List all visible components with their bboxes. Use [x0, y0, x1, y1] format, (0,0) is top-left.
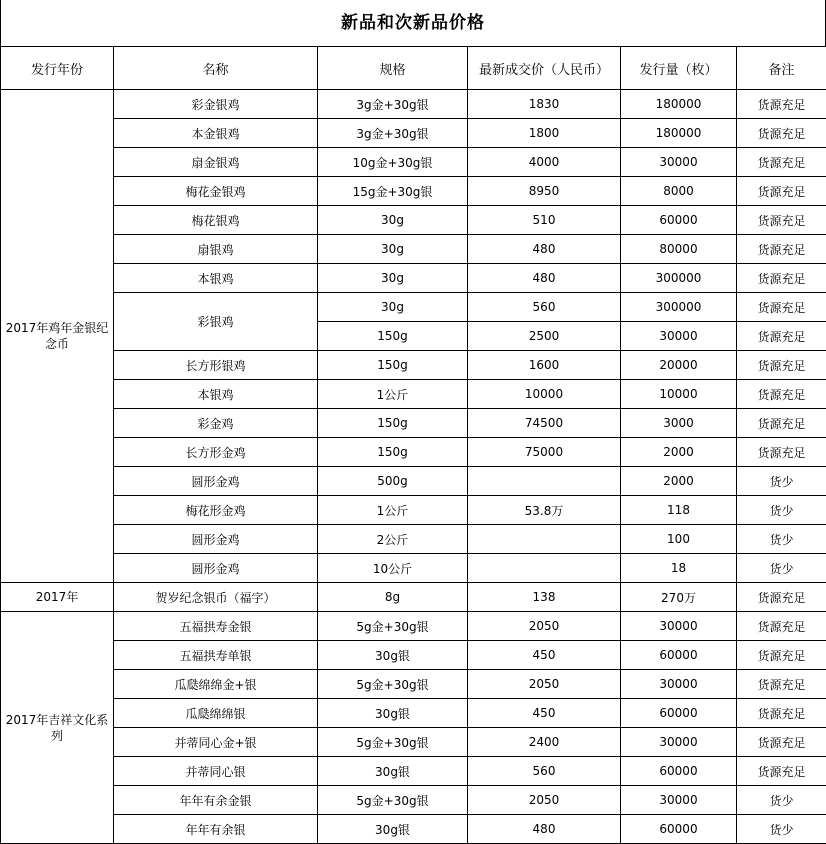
name-cell: 扇银鸡 [114, 235, 318, 264]
quantity-cell: 80000 [621, 235, 737, 264]
header-name: 名称 [114, 47, 318, 90]
table-row [1, 177, 826, 206]
table-row [1, 467, 826, 496]
price-cell: 1600 [468, 351, 621, 380]
spec-cell: 8g [318, 583, 468, 612]
table-row [1, 293, 826, 322]
price-cell: 10000 [468, 380, 621, 409]
name-cell: 年年有余银 [114, 815, 318, 844]
table-row [1, 612, 826, 641]
quantity-cell: 270万 [621, 583, 737, 612]
name-cell: 扇金银鸡 [114, 148, 318, 177]
quantity-cell: 300000 [621, 293, 737, 322]
table-row [1, 699, 826, 728]
spec-cell: 3g金+30g银 [318, 119, 468, 148]
price-cell [468, 467, 621, 496]
table-row [1, 554, 826, 583]
spec-cell: 1公斤 [318, 496, 468, 525]
price-cell: 2400 [468, 728, 621, 757]
quantity-cell: 300000 [621, 264, 737, 293]
table-row [1, 583, 826, 612]
price-cell: 4000 [468, 148, 621, 177]
table-row [1, 119, 826, 148]
spec-cell: 30g [318, 293, 468, 322]
spec-cell: 150g [318, 409, 468, 438]
spec-cell: 15g金+30g银 [318, 177, 468, 206]
spec-cell: 5g金+30g银 [318, 670, 468, 699]
spec-cell: 30g [318, 235, 468, 264]
price-cell: 480 [468, 235, 621, 264]
issue-year-cell: 2017年 [1, 583, 114, 612]
header-note: 备注 [737, 47, 826, 90]
table-row [1, 380, 826, 409]
header-row [1, 47, 826, 90]
spec-cell: 2公斤 [318, 525, 468, 554]
quantity-cell: 60000 [621, 757, 737, 786]
quantity-cell: 30000 [621, 612, 737, 641]
spec-cell: 30g [318, 264, 468, 293]
name-cell: 圆形金鸡 [114, 467, 318, 496]
name-cell: 梅花银鸡 [114, 206, 318, 235]
quantity-cell: 30000 [621, 322, 737, 351]
name-cell: 彩银鸡 [114, 293, 318, 351]
spec-cell: 30g银 [318, 699, 468, 728]
note-cell: 货少 [737, 525, 826, 554]
table-row [1, 90, 826, 119]
note-cell: 货源充足 [737, 119, 826, 148]
note-cell: 货源充足 [737, 148, 826, 177]
header-spec: 规格 [318, 47, 468, 90]
note-cell: 货源充足 [737, 612, 826, 641]
quantity-cell: 2000 [621, 467, 737, 496]
price-cell: 450 [468, 699, 621, 728]
note-cell: 货少 [737, 554, 826, 583]
table-row [1, 235, 826, 264]
name-cell: 五福拱寿单银 [114, 641, 318, 670]
note-cell: 货源充足 [737, 264, 826, 293]
price-cell: 510 [468, 206, 621, 235]
spec-cell: 10g金+30g银 [318, 148, 468, 177]
name-cell: 并蒂同心银 [114, 757, 318, 786]
spec-cell: 30g银 [318, 757, 468, 786]
note-cell: 货源充足 [737, 409, 826, 438]
spec-cell: 150g [318, 322, 468, 351]
name-cell: 圆形金鸡 [114, 525, 318, 554]
price-cell: 138 [468, 583, 621, 612]
spec-cell: 30g银 [318, 815, 468, 844]
table-row [1, 815, 826, 844]
quantity-cell: 2000 [621, 438, 737, 467]
name-cell: 圆形金鸡 [114, 554, 318, 583]
spec-cell: 1公斤 [318, 380, 468, 409]
name-cell: 梅花金银鸡 [114, 177, 318, 206]
price-cell: 8950 [468, 177, 621, 206]
note-cell: 货少 [737, 467, 826, 496]
quantity-cell: 100 [621, 525, 737, 554]
table-row [1, 206, 826, 235]
table-row [1, 409, 826, 438]
name-cell: 长方形银鸡 [114, 351, 318, 380]
price-cell: 2050 [468, 670, 621, 699]
spec-cell: 5g金+30g银 [318, 612, 468, 641]
table-row [1, 496, 826, 525]
header-price: 最新成交价（人民币） [468, 47, 621, 90]
quantity-cell: 60000 [621, 206, 737, 235]
note-cell: 货源充足 [737, 699, 826, 728]
note-cell: 货源充足 [737, 293, 826, 322]
note-cell: 货源充足 [737, 322, 826, 351]
quantity-cell: 180000 [621, 90, 737, 119]
quantity-cell: 30000 [621, 728, 737, 757]
name-cell: 瓜瓞绵绵银 [114, 699, 318, 728]
price-cell: 74500 [468, 409, 621, 438]
note-cell: 货源充足 [737, 235, 826, 264]
quantity-cell: 10000 [621, 380, 737, 409]
spec-cell: 5g金+30g银 [318, 786, 468, 815]
header-year: 发行年份 [1, 47, 114, 90]
price-cell: 2050 [468, 786, 621, 815]
price-cell: 450 [468, 641, 621, 670]
header-quantity: 发行量（枚） [621, 47, 737, 90]
spec-cell: 10公斤 [318, 554, 468, 583]
price-cell: 480 [468, 815, 621, 844]
quantity-cell: 180000 [621, 119, 737, 148]
note-cell: 货源充足 [737, 728, 826, 757]
note-cell: 货源充足 [737, 757, 826, 786]
note-cell: 货源充足 [737, 670, 826, 699]
name-cell: 本银鸡 [114, 380, 318, 409]
price-cell: 1800 [468, 119, 621, 148]
price-cell: 2500 [468, 322, 621, 351]
name-cell: 彩金银鸡 [114, 90, 318, 119]
table-row [1, 641, 826, 670]
name-cell: 贺岁纪念银币（福字） [114, 583, 318, 612]
table-row [1, 786, 826, 815]
quantity-cell: 60000 [621, 699, 737, 728]
issue-year-cell: 2017年吉祥文化系列 [1, 612, 114, 844]
spec-cell: 30g银 [318, 641, 468, 670]
note-cell: 货源充足 [737, 90, 826, 119]
spec-cell: 150g [318, 438, 468, 467]
price-cell: 75000 [468, 438, 621, 467]
quantity-cell: 3000 [621, 409, 737, 438]
price-table [0, 46, 826, 844]
table-row [1, 525, 826, 554]
name-cell: 本银鸡 [114, 264, 318, 293]
table-row [1, 264, 826, 293]
price-cell: 560 [468, 293, 621, 322]
name-cell: 梅花形金鸡 [114, 496, 318, 525]
price-cell: 53.8万 [468, 496, 621, 525]
quantity-cell: 30000 [621, 670, 737, 699]
quantity-cell: 20000 [621, 351, 737, 380]
name-cell: 年年有余金银 [114, 786, 318, 815]
note-cell: 货源充足 [737, 438, 826, 467]
note-cell: 货源充足 [737, 177, 826, 206]
name-cell: 五福拱寿金银 [114, 612, 318, 641]
table-row [1, 670, 826, 699]
name-cell: 彩金鸡 [114, 409, 318, 438]
note-cell: 货源充足 [737, 351, 826, 380]
price-cell [468, 525, 621, 554]
quantity-cell: 60000 [621, 815, 737, 844]
quantity-cell: 30000 [621, 148, 737, 177]
table-row [1, 728, 826, 757]
table-row [1, 757, 826, 786]
table-row [1, 148, 826, 177]
table-row [1, 438, 826, 467]
name-cell: 并蒂同心金+银 [114, 728, 318, 757]
price-cell: 1830 [468, 90, 621, 119]
spec-cell: 30g [318, 206, 468, 235]
name-cell: 长方形金鸡 [114, 438, 318, 467]
quantity-cell: 60000 [621, 641, 737, 670]
note-cell: 货源充足 [737, 641, 826, 670]
note-cell: 货源充足 [737, 380, 826, 409]
table-row [1, 351, 826, 380]
spec-cell: 500g [318, 467, 468, 496]
price-cell: 560 [468, 757, 621, 786]
quantity-cell: 118 [621, 496, 737, 525]
name-cell: 瓜瓞绵绵金+银 [114, 670, 318, 699]
note-cell: 货少 [737, 815, 826, 844]
quantity-cell: 8000 [621, 177, 737, 206]
name-cell: 本金银鸡 [114, 119, 318, 148]
quantity-cell: 18 [621, 554, 737, 583]
note-cell: 货少 [737, 496, 826, 525]
spec-cell: 3g金+30g银 [318, 90, 468, 119]
sheet-title: 新品和次新品价格 [0, 0, 826, 46]
price-cell: 480 [468, 264, 621, 293]
price-cell: 2050 [468, 612, 621, 641]
note-cell: 货源充足 [737, 583, 826, 612]
price-cell [468, 554, 621, 583]
table-body [1, 90, 826, 844]
issue-year-cell: 2017年鸡年金银纪念币 [1, 90, 114, 583]
spec-cell: 150g [318, 351, 468, 380]
table-header [1, 47, 826, 90]
note-cell: 货少 [737, 786, 826, 815]
note-cell: 货源充足 [737, 206, 826, 235]
quantity-cell: 30000 [621, 786, 737, 815]
spec-cell: 5g金+30g银 [318, 728, 468, 757]
